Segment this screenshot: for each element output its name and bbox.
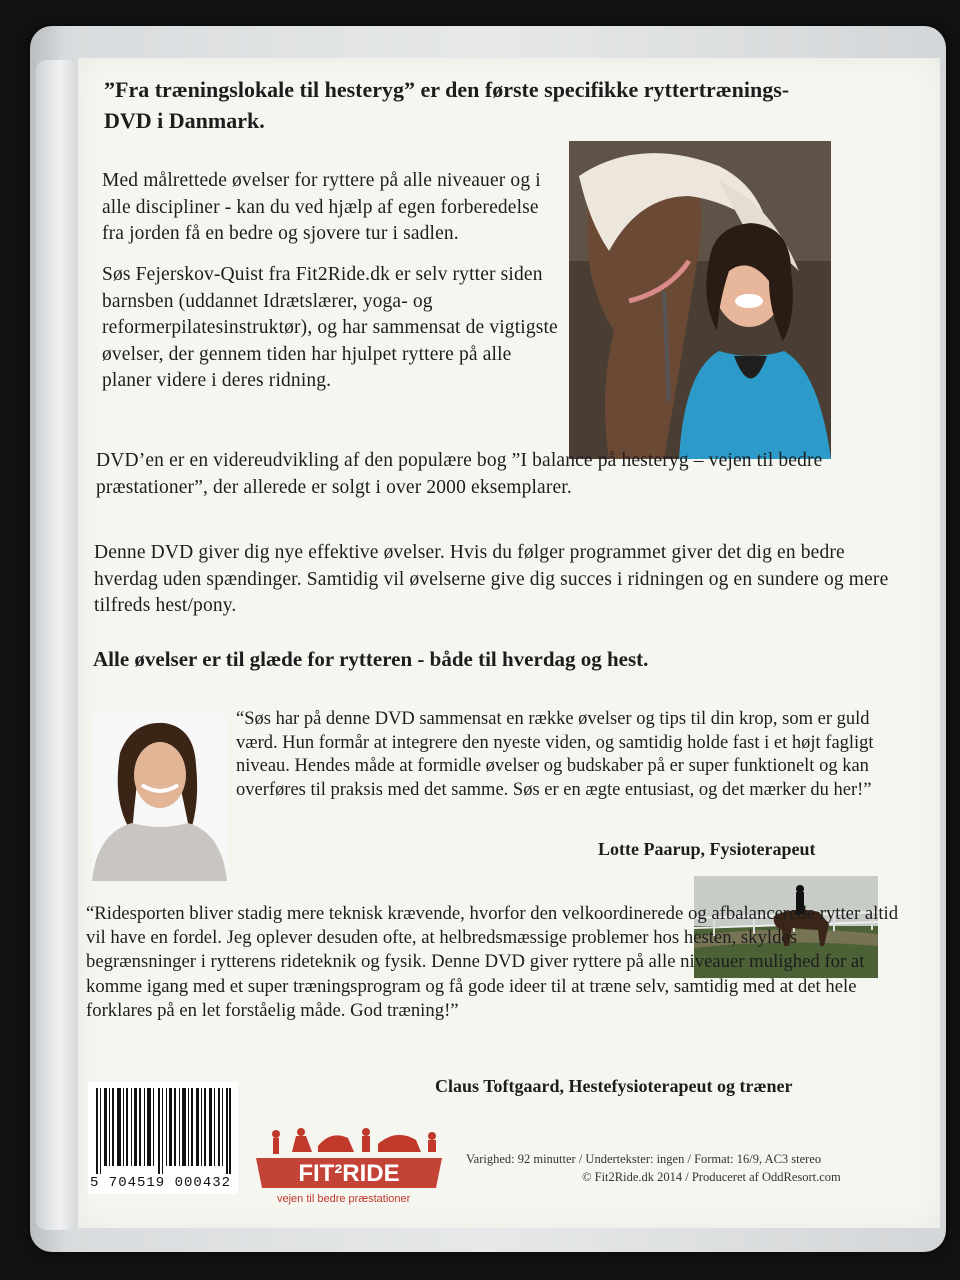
runtime-format-info: Varighed: 92 minutter / Undertekster: ingen / Format: 16/9, AC3 stereo bbox=[466, 1152, 822, 1166]
claus-quote-author: Claus Toftgaard, Hestefysioterapeut og træner bbox=[435, 1076, 793, 1096]
tagline: Alle øvelser er til glæde for rytteren - både til hverdag og hest. bbox=[93, 647, 649, 671]
claus-quote: “Ridesporten bliver stadig mere teknisk krævende, hvorfor den velkoordinerede og afbalancerede rytter altid vil have en fordel. Jeg oplever desuden ofte, at helbredsmæssige problemer hos hesten, skyldes begrænsninger i rytterens rideteknik og fysik. Denne DVD giver ryttere på alle niveauer mulighed for at komme igang med et super træningsprogram og få gode ideer til at træne selv, samtidig med at det hele forklares på en let forståelig måde. God træning!” bbox=[86, 903, 899, 1021]
woman-with-horse-photo bbox=[569, 141, 831, 459]
lotte-portrait-photo bbox=[92, 713, 227, 881]
lotte-quote-author: Lotte Paarup, Fysioterapeut bbox=[598, 839, 816, 859]
copyright-info: © Fit2Ride.dk 2014 / Produceret af OddResort.com bbox=[582, 1170, 841, 1184]
intro-paragraph: Med målrettede øvelser for ryttere på alle niveauer og i alle discipliner - kan du ved hjælp af egen forberedelse fra jorden få en bedre og sjovere tur i sadlen. bbox=[102, 170, 541, 244]
book-paragraph: DVD’en er en videreudvikling af den populære bog ”I balance på hesteryg – vejen til bedre præstationer”, der allerede er solgt i over 2000 eksemplarer. bbox=[96, 450, 823, 498]
barcode-number: 5 704519 000432 bbox=[90, 1175, 232, 1191]
logo-wordmark: FIT²RIDE bbox=[298, 1160, 400, 1187]
benefits-paragraph: Denne DVD giver dig nye effektive øvelser. Hvis du følger programmet giver det dig en bedre hverdag uden spændinger. Samtidig vil øvelserne give dig succes i ridningen og en sundere og mere tilfreds hest/pony. bbox=[94, 542, 889, 616]
lotte-quote: “Søs har på denne DVD sammensat en række øvelser og tips til din krop, som er guld værd. Hun formår at integrere den nyeste viden, og samtidig holde fast i et højt fagligt niveau. Hendes måde at formidle øvelser og budskaber på er super funktionelt og kan overføres til praksis med det samme. Søs er en ægte entusiast, og det mærker du her!” bbox=[236, 709, 874, 800]
barcode-bars bbox=[96, 1088, 231, 1174]
case-spine bbox=[36, 60, 76, 1230]
logo-tagline: vejen til bedre præstationer bbox=[277, 1193, 411, 1205]
barcode bbox=[88, 1082, 238, 1194]
author-paragraph: Søs Fejerskov-Quist fra Fit2Ride.dk er selv rytter siden barnsben (uddannet Idrætslærer, yoga- og reformerpilatesinstruktør), og har sammensat de vigtigste øvelser, der gennem tiden har hjulpet ryttere på alle planer videre i deres ridning. bbox=[102, 264, 558, 391]
headline: ”Fra træningslokale til hesteryg” er den første specifikke ryttertrænings-DVD i Danmark. bbox=[104, 77, 790, 133]
